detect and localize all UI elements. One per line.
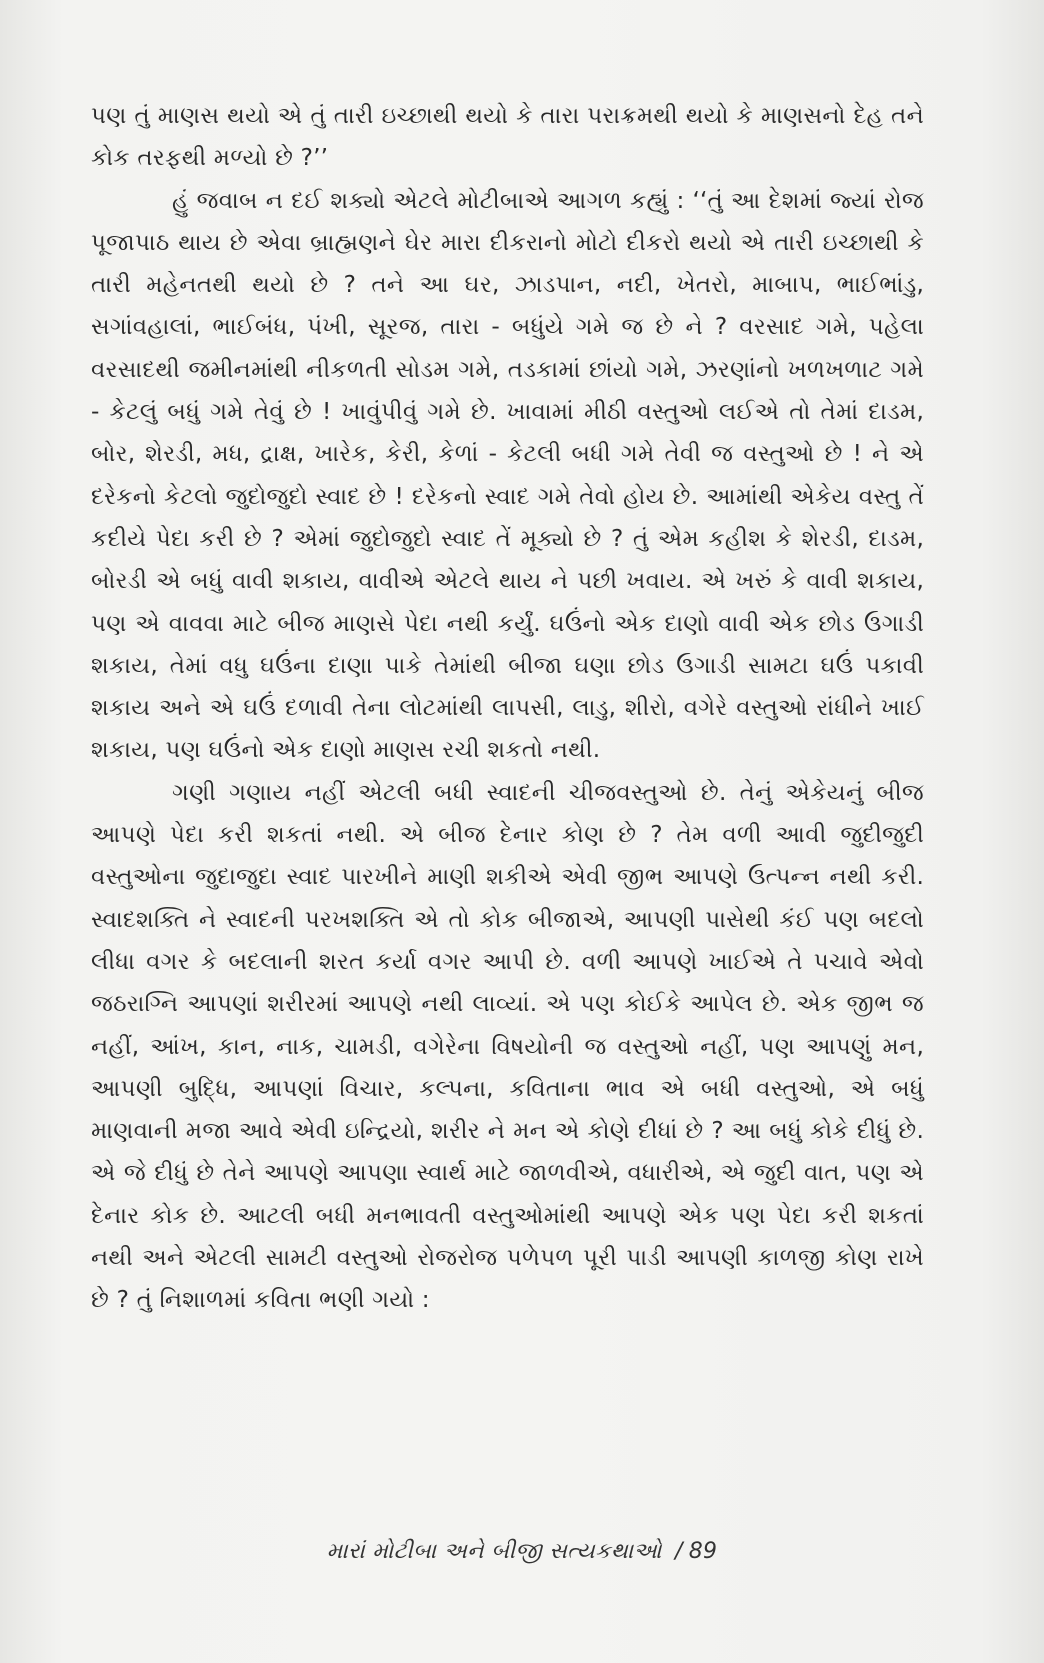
page-footer — [0, 1539, 1044, 1564]
page-number: 89 — [688, 1539, 718, 1564]
body-text — [91, 95, 924, 1322]
paragraph: પણ તું માણસ થયો એ તું તારી ઇચ્છાથી થયો કે તારા પરાક્રમથી થયો કે માણસનો દેહ તને કોક તરફથી મળ્યો છે ?’’ — [91, 102, 924, 172]
paragraph: ગણી ગણાય નહીં એટલી બધી સ્વાદની ચીજવસ્તુઓ છે. તેનું એકેયનું બીજ આપણે પેદા કરી શકતાં નથી. એ બીજ દેનાર કોણ છે ? તેમ વળી આવી જુદીજુદી વસ્તુઓના જુદાજુદા સ્વાદ પારખીને માણી શકીએ એવી જીભ આપણે ઉત્પન્ન નથી કરી. સ્વાદશક્તિ ને સ્વાદની પરખશક્તિ એ તો કોક બીજાએ, આપણી પાસેથી કંઈ પણ બદલો લીધા વગર કે બદલાની શરત કર્યા વગર આપી છે. વળી આપણે ખાઈએ તે પચાવે એવો જઠરાગ્નિ આપણાં શરીરમાં આપણે નથી લાવ્યાં. એ પણ કોઈકે આપેલ છે. એક જીભ જ નહીં, આંખ, કાન, નાક, ચામડી, વગેરેના વિષયોની જ વસ્તુઓ નહીં, પણ આપણું મન, આપણી બુદ્ધિ, આપણાં વિચાર, કલ્પના, કવિતાના ભાવ એ બધી વસ્તુઓ, એ બધું માણવાની મજા આવે એવી ઇન્દ્રિયો, શરીર ને મન એ કોણે દીધાં છે ? આ બધું કોકે દીધું છે. એ જે દીધું છે તેને આપણે આપણા સ્વાર્થ માટે જાળવીએ, વધારીએ, એ જુદી વાત, પણ એ દેનાર કોક છે. આટલી બધી મનભાવતી વસ્તુઓમાંથી આપણે એક પણ પેદા કરી શકતાં નથી અને એટલી સામટી વસ્તુઓ રોજરોજ પળેપળ પૂરી પાડી આપણી કાળજી કોણ રાખે છે ? તું નિશાળમાં કવિતા ભણી ગયો : — [91, 778, 924, 1314]
book-title: મારાં મોટીબા અને બીજી સત્યકથાઓ — [326, 1539, 662, 1564]
footer-separator: / — [674, 1539, 683, 1564]
paragraph: હું જવાબ ન દઈ શક્યો એટલે મોટીબાએ આગળ કહ્યું : ‘‘તું આ દેશમાં જ્યાં રોજ પૂજાપાઠ થાય છે એવા બ્રાહ્મણને ઘેર મારા દીકરાનો મોટો દીકરો થયો એ તારી ઇચ્છાથી કે તારી મહેનતથી થયો છે ? તને આ ઘર, ઝાડપાન, નદી, ખેતરો, માબાપ, ભાઈભાંડુ, સગાંવહાલાં, ભાઈબંધ, પંખી, સૂરજ, તારા - બધુંયે ગમે જ છે ને ? વરસાદ ગમે, પહેલા વરસાદથી જમીનમાંથી નીકળતી સોડમ ગમે, તડકામાં છાંયો ગમે, ઝરણાંનો ખળખળાટ ગમે - કેટલું બધું ગમે તેવું છે ! ખાવુંપીવું ગમે છે. ખાવામાં મીઠી વસ્તુઓ લઈએ તો તેમાં દાડમ, બોર, શેરડી, મધ, દ્રાક્ષ, ખારેક, કેરી, કેળાં - કેટલી બધી ગમે તેવી જ વસ્તુઓ છે ! ને એ દરેકનો કેટલો જુદોજુદો સ્વાદ છે ! દરેકનો સ્વાદ ગમે તેવો હોય છે. આમાંથી એકેય વસ્તુ તેં કદીયે પેદા કરી છે ? એમાં જુદોજુદો સ્વાદ તેં મૂક્યો છે ? તું એમ કહીશ કે શેરડી, દાડમ, બોરડી એ બધું વાવી શકાય, વાવીએ એટલે થાય ને પછી ખવાય. એ ખરું કે વાવી શકાય, પણ એ વાવવા માટે બીજ માણસે પેદા નથી કર્યું. ઘઉંનો એક દાણો વાવી એક છોડ ઉગાડી શકાય, તેમાં વધુ ઘઉંના દાણા પાકે તેમાંથી બીજા ઘણા છોડ ઉગાડી સામટા ઘઉં પકાવી શકાય અને એ ઘઉં દળાવી તેના લોટમાંથી લાપસી, લાડુ, શીરો, વગેરે વસ્તુઓ રાંધીને ખાઈ શકાય, પણ ઘઉંનો એક દાણો માણસ રચી શકતો નથી. — [91, 186, 924, 764]
